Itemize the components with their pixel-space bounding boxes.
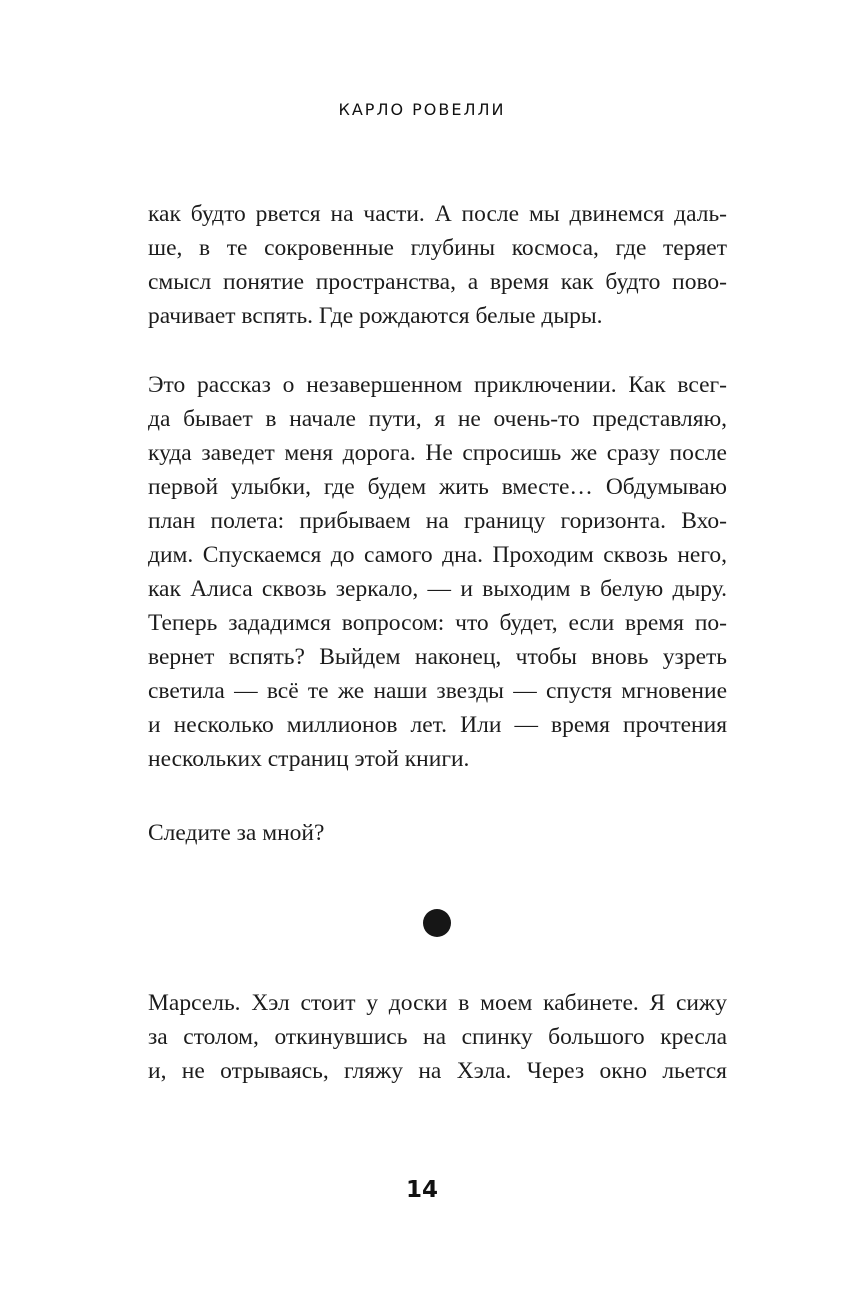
paragraph-1 [148,197,727,333]
text-line: светила — всё те же наши звезды — спустя мгновение [148,678,727,704]
text-line: нескольких страниц этой книги. [148,746,470,772]
text-line: дим. Спускаемся до самого дна. Проходим сквозь него, [148,542,727,568]
paragraph-4 [148,986,727,1088]
text-line: смысл понятие пространства, а время как будто пово- [148,269,727,295]
text-line: и, не отрываясь, гляжу на Хэла. Через окно льется [148,1058,727,1084]
paragraph-3 [148,816,727,850]
text-line: первой улыбки, где будем жить вместе… Обдумываю [148,474,727,500]
text-line: как Алиса сквозь зеркало, — и выходим в белую дыру. [148,576,727,602]
text-line: Теперь зададимся вопросом: что будет, если время по- [148,610,727,636]
text-line: да бывает в начале пути, я не очень-то представляю, [148,406,727,432]
text-line: за столом, откинувшись на спинку большого кресла [148,1024,727,1050]
running-head-author: КАРЛО РОВЕЛЛИ [338,100,506,119]
text-line: вернет вспять? Выйдем наконец, чтобы вновь узреть [148,644,727,670]
text-line: как будто рвется на части. А после мы двинемся даль- [148,201,727,227]
text-line: и несколько миллионов лет. Или — время прочтения [148,712,727,738]
text-line: рачивает вспять. Где рождаются белые дыры. [148,303,603,329]
paragraph-2 [148,368,727,776]
text-line: Следите за мной? [148,820,325,846]
text-line: Марсель. Хэл стоит у доски в моем кабинете. Я сижу [148,990,727,1016]
text-line: Это рассказ о незавершенном приключении. Как всег- [148,372,727,398]
text-line: план полета: прибываем на границу горизонта. Вхо- [148,508,727,534]
section-break-dot-icon [423,909,451,937]
text-line: куда заведет меня дорога. Не спросишь же сразу после [148,440,727,466]
text-line: ше, в те сокровенные глубины космоса, где теряет [148,235,727,261]
page-number: 14 [405,1177,438,1203]
